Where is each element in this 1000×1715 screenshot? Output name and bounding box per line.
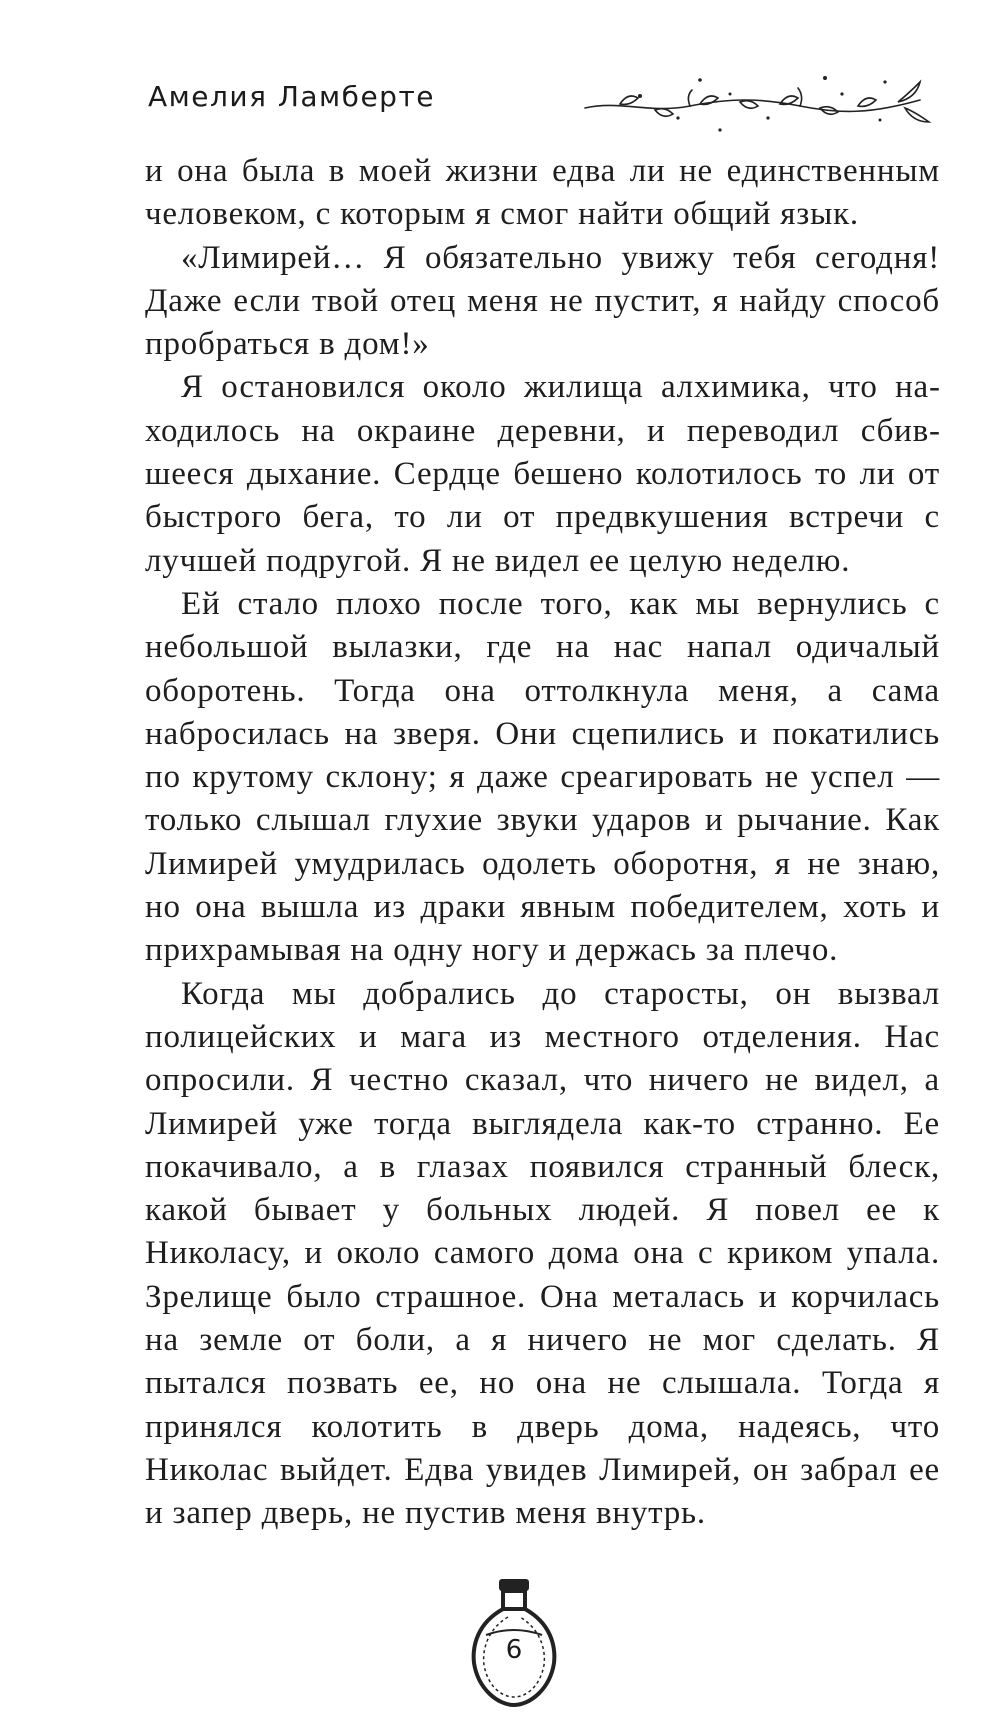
paragraph-1: и она была в моей жизни едва ли не единственным человеком, с которым я смог найти общий язык. [145,153,940,233]
paragraph-4: Ей стало плохо после того, как мы вернулись с небольшой вылазки, где на нас напал одичалый оборотень. Тогда она оттолкнула меня, а сама набросилась на зверя. Они сцепились и покатились по крутому склону; я даже среагировать не успел — только слышал глухие звуки ударов и рычание. Как Лимирей умудрилась одолеть оборотня, я не знаю, но она вышла из драки явным победителем, хоть и прихрамывая на одну ногу и держась за плечо. [145,585,940,969]
body-text [145,150,940,1536]
folio [468,1575,560,1710]
running-head-author: Амелия Ламберте [148,80,435,113]
paragraph-2: «Лимирей… Я обязательно увижу тебя сегодня! Даже если твой отец меня не пустит, я найду способ пробраться в дом!» [145,239,940,363]
paragraph-3: Я остановился около жилища алхимика, что находилось на окраине деревни, и переводил сбившееся дыхание. Сердце бешено колотилось то ли от быстрого бега, то ли от предвкушения встречи с лучшей подругой. Я не видел ее целую неделю. [145,369,940,579]
paragraph-5: Когда мы добрались до старосты, он вызвал полицейских и мага из местного отделения. Нас опросили. Я честно сказал, что ничего не видел, а Лимирей уже тогда выглядела как-то странно. Ее покачивало, а в глазах появился странный блеск, какой бывает у больных людей. Я повел ее к Николасу, и около самого дома она с криком упала. Зрелище было страшное. Она металась и корчилась на земле от боли, а я ничего не мог сделать. Я пытался позвать ее, но она не слышала. Тогда я принялся колотить в дверь дома, надеясь, что Николас выйдет. Едва увидев Лимирей, он забрал ее и запер дверь, не пустив меня внутрь. [145,975,940,1532]
page-number: 6 [505,1635,523,1665]
leafy-vine-icon [580,70,940,140]
